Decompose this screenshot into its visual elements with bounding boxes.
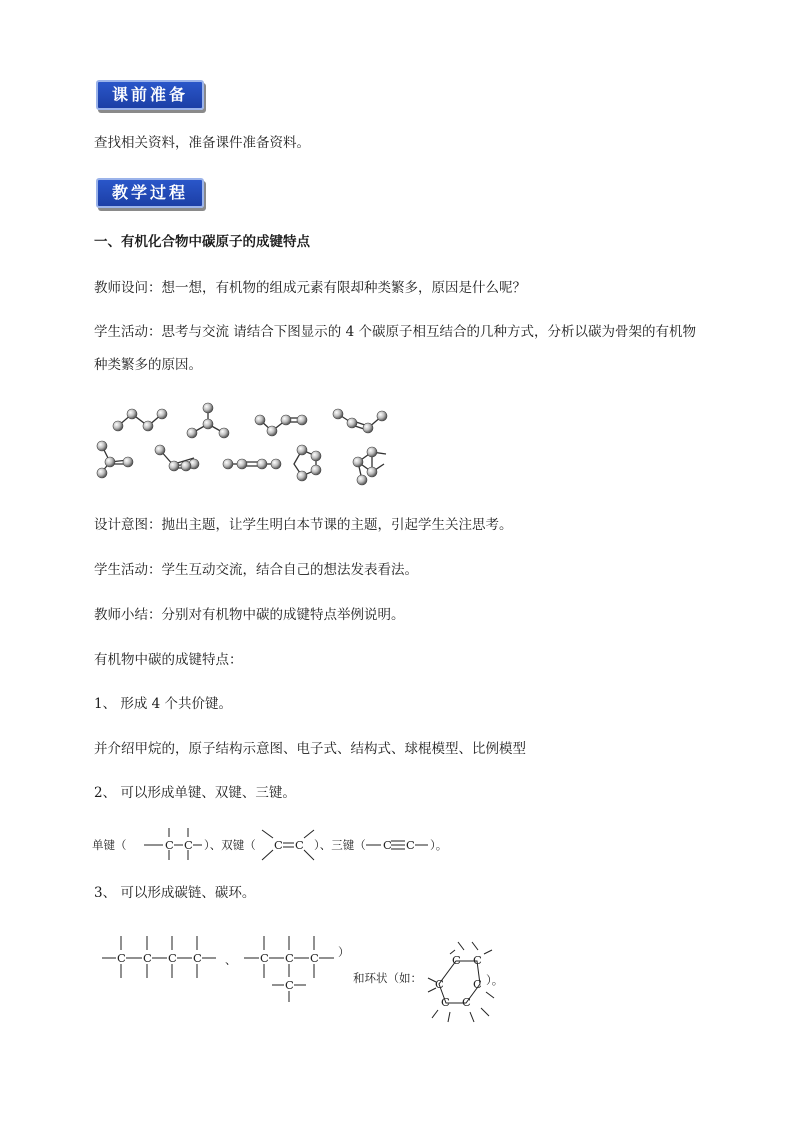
single-bond-label: 单键（	[92, 838, 127, 852]
carbon-atom: C	[143, 951, 152, 965]
carbon-atom: C	[184, 838, 193, 852]
carbon-atom: C	[383, 838, 392, 852]
heading-carbon-bonding: 一、有机化合物中碳原子的成键特点	[94, 234, 310, 250]
ring-label: 和环状（如：	[353, 971, 422, 985]
teacher-question: 教师设问：想一想，有机物的组成元素有限却种类繁多，原因是什么呢？	[94, 280, 526, 296]
separator: 、	[225, 953, 237, 967]
carbon-atom: C	[462, 995, 471, 1009]
branch-close: ）	[338, 945, 350, 959]
carbon-atom: C	[285, 978, 294, 992]
section-badge-process: 教学过程	[96, 178, 204, 208]
chain-ring-formula	[98, 926, 528, 1026]
carbon-atom: C	[165, 838, 174, 852]
features-title: 有机物中碳的成键特点：	[94, 652, 243, 668]
carbon-atom: C	[295, 838, 304, 852]
carbon-atom: C	[117, 951, 126, 965]
carbon-atom: C	[310, 951, 319, 965]
carbon-atom: C	[193, 951, 202, 965]
carbon-atom: C	[168, 951, 177, 965]
carbon-atom: C	[285, 951, 294, 965]
teacher-summary: 教师小结：分别对有机物中碳的成键特点举例说明。	[94, 607, 405, 623]
carbon-atom: C	[452, 953, 461, 967]
design-intent: 设计意图：抛出主题，让学生明白本节课的主题，引起学生关注思考。	[94, 517, 513, 533]
carbon-skeleton-models-figure	[90, 398, 420, 493]
student-activity-1: 学生活动：思考与交流 请结合下图显示的 4 个碳原子相互结合的几种方式，分析以碳为骨架的有机物种类繁多的原因。	[94, 324, 696, 373]
carbon-atom: C	[435, 977, 444, 991]
triple-bond-label: ）、三键（	[314, 838, 366, 852]
feature-point-3: 3、 可以形成碳链、碳环。	[94, 885, 256, 901]
carbon-atom: C	[473, 953, 482, 967]
bonds-line-end: ）。	[430, 838, 448, 852]
student-activity-2: 学生活动：学生互动交流，结合自己的想法发表看法。	[94, 562, 418, 578]
prep-content: 查找相关资料，准备课件准备资料。	[94, 135, 310, 151]
feature-point-1-detail: 并介绍甲烷的，原子结构示意图、电子式、结构式、球棍模型、比例模型	[94, 741, 526, 757]
carbon-atom: C	[473, 977, 482, 991]
carbon-atom: C	[260, 951, 269, 965]
carbon-atom: C	[406, 838, 415, 852]
ring-end: ）。	[486, 973, 504, 987]
section-badge-prep: 课前准备	[96, 80, 204, 110]
carbon-atom: C	[441, 995, 450, 1009]
carbon-atom: C	[274, 838, 283, 852]
double-bond-label: ）、双键（	[204, 838, 256, 852]
feature-point-2: 2、 可以形成单键、双键、三键。	[94, 785, 296, 801]
feature-point-1: 1、 形成 4 个共价键。	[94, 696, 233, 712]
bond-types-formula	[92, 822, 472, 866]
